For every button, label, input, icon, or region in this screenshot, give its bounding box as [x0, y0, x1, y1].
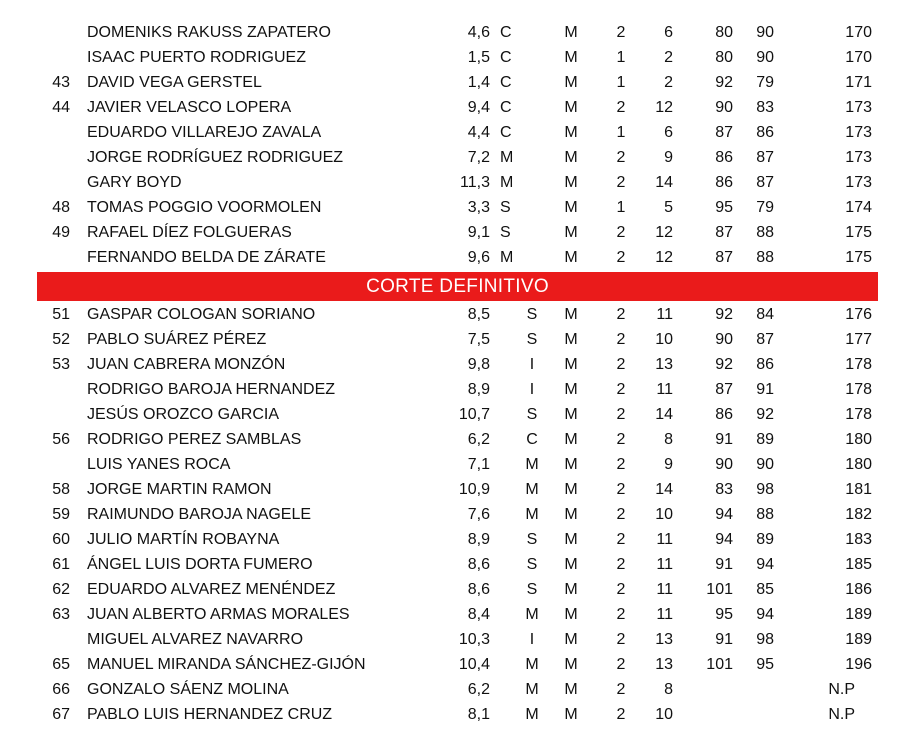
- col-a-cell: 2: [616, 356, 626, 373]
- player-name-cell: DAVID VEGA GERSTEL: [87, 74, 262, 91]
- total-score-cell: 176: [845, 306, 872, 323]
- category-cell: M: [525, 606, 539, 623]
- player-name-cell: GARY BOYD: [87, 174, 182, 191]
- table-row: [0, 502, 914, 527]
- sex-cell: M: [564, 656, 578, 673]
- category-cell: M: [525, 656, 539, 673]
- col-b-cell: 9: [664, 456, 673, 473]
- player-name-cell: FERNANDO BELDA DE ZÁRATE: [87, 249, 326, 266]
- col-b-cell: 8: [664, 681, 673, 698]
- sex-cell: M: [564, 306, 578, 323]
- position-cell: 56: [52, 431, 70, 448]
- total-score-cell: 174: [845, 199, 872, 216]
- col-b-cell: 14: [655, 406, 673, 423]
- handicap-cell: 7,1: [467, 456, 490, 473]
- handicap-cell: 8,9: [467, 381, 490, 398]
- category-cell: M: [525, 681, 539, 698]
- col-b-cell: 14: [655, 174, 673, 191]
- round2-score-cell: 95: [756, 656, 774, 673]
- col-a-cell: 2: [616, 506, 626, 523]
- col-a-cell: 2: [616, 99, 626, 116]
- table-row: [0, 627, 914, 652]
- round2-score-cell: 84: [756, 306, 774, 323]
- round1-score-cell: 90: [715, 99, 733, 116]
- player-name-cell: ÁNGEL LUIS DORTA FUMERO: [87, 556, 313, 573]
- table-row: [0, 702, 914, 727]
- col-a-cell: 2: [616, 531, 626, 548]
- round1-score-cell: 87: [715, 249, 733, 266]
- player-name-cell: ISAAC PUERTO RODRIGUEZ: [87, 49, 306, 66]
- handicap-cell: 8,1: [467, 706, 490, 723]
- player-name-cell: TOMAS POGGIO VOORMOLEN: [87, 199, 322, 216]
- round2-score-cell: 90: [756, 49, 774, 66]
- position-cell: 49: [52, 224, 70, 241]
- round1-score-cell: 80: [715, 24, 733, 41]
- col-b-cell: 8: [664, 431, 673, 448]
- round1-score-cell: 92: [715, 356, 733, 373]
- round1-score-cell: 91: [715, 631, 733, 648]
- col-a-cell: 2: [616, 681, 626, 698]
- sex-cell: M: [564, 199, 578, 216]
- col-b-cell: 12: [655, 224, 673, 241]
- total-score-cell: 170: [845, 49, 872, 66]
- sex-cell: M: [564, 124, 578, 141]
- col-b-cell: 11: [656, 581, 673, 598]
- table-row: [0, 195, 914, 220]
- sex-cell: M: [564, 224, 578, 241]
- position-cell: 62: [52, 581, 70, 598]
- category-cell: M: [500, 149, 514, 166]
- table-row: [0, 677, 914, 702]
- round2-score-cell: 86: [756, 356, 774, 373]
- cut-line-label: CORTE DEFINITIVO: [366, 276, 549, 297]
- total-score-cell: 178: [845, 406, 872, 423]
- round1-score-cell: 86: [715, 174, 733, 191]
- sex-cell: M: [564, 74, 578, 91]
- category-cell: I: [529, 356, 535, 373]
- handicap-cell: 8,5: [467, 306, 490, 323]
- player-name-cell: JULIO MARTÍN ROBAYNA: [87, 531, 280, 548]
- sex-cell: M: [564, 249, 578, 266]
- player-name-cell: JUAN ALBERTO ARMAS MORALES: [87, 606, 350, 623]
- total-score-cell: 173: [845, 124, 872, 141]
- sex-cell: M: [564, 456, 578, 473]
- col-a-cell: 1: [616, 199, 626, 216]
- player-name-cell: RODRIGO BAROJA HERNANDEZ: [87, 381, 336, 398]
- position-cell: 51: [52, 306, 70, 323]
- sex-cell: M: [564, 381, 578, 398]
- sex-cell: M: [564, 331, 578, 348]
- position-cell: 52: [52, 331, 70, 348]
- col-b-cell: 14: [655, 481, 673, 498]
- col-b-cell: 11: [656, 306, 673, 323]
- table-row: [0, 552, 914, 577]
- round1-score-cell: 86: [715, 406, 733, 423]
- total-score-cell: 185: [845, 556, 872, 573]
- col-a-cell: 1: [616, 124, 626, 141]
- round2-score-cell: 88: [756, 224, 774, 241]
- player-name-cell: JORGE MARTIN RAMON: [87, 481, 272, 498]
- player-name-cell: RODRIGO PEREZ SAMBLAS: [87, 431, 302, 448]
- category-cell: I: [529, 381, 535, 398]
- total-score-cell: 175: [845, 224, 872, 241]
- total-score-cell: 180: [845, 431, 872, 448]
- handicap-cell: 6,2: [467, 431, 490, 448]
- round2-score-cell: 79: [756, 74, 774, 91]
- round2-score-cell: 87: [756, 331, 774, 348]
- col-b-cell: 9: [664, 149, 673, 166]
- col-b-cell: 12: [655, 249, 673, 266]
- category-cell: M: [525, 506, 539, 523]
- handicap-cell: 9,6: [467, 249, 490, 266]
- category-cell: C: [500, 49, 512, 66]
- handicap-cell: 3,3: [467, 199, 490, 216]
- total-score-cell: N.P: [828, 681, 855, 698]
- round1-score-cell: 101: [706, 581, 733, 598]
- category-cell: S: [526, 331, 538, 348]
- col-a-cell: 2: [616, 406, 626, 423]
- table-row: [0, 352, 914, 377]
- sex-cell: M: [564, 556, 578, 573]
- table-row: [0, 527, 914, 552]
- round2-score-cell: 89: [756, 531, 774, 548]
- handicap-cell: 10,9: [458, 481, 490, 498]
- sex-cell: M: [564, 431, 578, 448]
- sex-cell: M: [564, 149, 578, 166]
- total-score-cell: 178: [845, 381, 872, 398]
- handicap-cell: 8,6: [467, 556, 490, 573]
- col-a-cell: 2: [616, 431, 626, 448]
- round2-score-cell: 98: [756, 631, 774, 648]
- total-score-cell: 173: [845, 174, 872, 191]
- table-row: [0, 45, 914, 70]
- round1-score-cell: 95: [715, 199, 733, 216]
- player-name-cell: LUIS YANES ROCA: [87, 456, 231, 473]
- round2-score-cell: 87: [756, 174, 774, 191]
- sex-cell: M: [564, 174, 578, 191]
- table-row: [0, 95, 914, 120]
- position-cell: 44: [52, 99, 70, 116]
- col-b-cell: 13: [655, 631, 673, 648]
- category-cell: C: [500, 24, 512, 41]
- round2-score-cell: 90: [756, 456, 774, 473]
- rows-below-cut: [0, 302, 914, 727]
- player-name-cell: GONZALO SÁENZ MOLINA: [87, 681, 289, 698]
- col-a-cell: 2: [616, 706, 626, 723]
- category-cell: S: [500, 199, 511, 216]
- table-row: [0, 70, 914, 95]
- category-cell: M: [525, 456, 539, 473]
- category-cell: M: [500, 174, 514, 191]
- category-cell: I: [529, 631, 535, 648]
- position-cell: 53: [52, 356, 70, 373]
- sex-cell: M: [564, 606, 578, 623]
- player-name-cell: JESÚS OROZCO GARCIA: [87, 406, 280, 423]
- col-b-cell: 13: [655, 656, 673, 673]
- player-name-cell: EDUARDO ALVAREZ MENÉNDEZ: [87, 581, 336, 598]
- round2-score-cell: 79: [756, 199, 774, 216]
- total-score-cell: 173: [845, 99, 872, 116]
- total-score-cell: 177: [845, 331, 872, 348]
- category-cell: S: [526, 406, 538, 423]
- category-cell: C: [500, 74, 512, 91]
- round2-score-cell: 98: [756, 481, 774, 498]
- table-row: [0, 477, 914, 502]
- col-a-cell: 1: [616, 74, 626, 91]
- handicap-cell: 11,3: [460, 174, 490, 191]
- handicap-cell: 7,2: [467, 149, 490, 166]
- col-b-cell: 10: [655, 331, 673, 348]
- player-name-cell: DOMENIKS RAKUSS ZAPATERO: [87, 24, 331, 41]
- col-a-cell: 1: [616, 49, 626, 66]
- cut-line-banner: [37, 272, 878, 301]
- table-row: [0, 602, 914, 627]
- handicap-cell: 8,6: [467, 581, 490, 598]
- category-cell: C: [500, 99, 512, 116]
- handicap-cell: 7,5: [467, 331, 490, 348]
- total-score-cell: 181: [845, 481, 872, 498]
- handicap-cell: 6,2: [467, 681, 490, 698]
- col-b-cell: 6: [664, 24, 673, 41]
- rows-above-cut: [0, 20, 914, 270]
- sex-cell: M: [564, 631, 578, 648]
- position-cell: 58: [52, 481, 70, 498]
- results-sheet: [0, 20, 914, 727]
- round1-score-cell: 90: [715, 456, 733, 473]
- total-score-cell: 189: [845, 606, 872, 623]
- player-name-cell: RAIMUNDO BAROJA NAGELE: [87, 506, 312, 523]
- round2-score-cell: 90: [756, 24, 774, 41]
- player-name-cell: RAFAEL DÍEZ FOLGUERAS: [87, 224, 292, 241]
- handicap-cell: 1,4: [467, 74, 490, 91]
- round1-score-cell: 86: [715, 149, 733, 166]
- round1-score-cell: 94: [715, 506, 733, 523]
- total-score-cell: 183: [845, 531, 872, 548]
- col-b-cell: 11: [656, 606, 673, 623]
- position-cell: 59: [52, 506, 70, 523]
- table-row: [0, 145, 914, 170]
- sex-cell: M: [564, 706, 578, 723]
- col-a-cell: 2: [616, 24, 626, 41]
- player-name-cell: PABLO LUIS HERNANDEZ CRUZ: [87, 706, 333, 723]
- handicap-cell: 10,3: [458, 631, 490, 648]
- handicap-cell: 9,1: [467, 224, 490, 241]
- round1-score-cell: 95: [715, 606, 733, 623]
- table-row: [0, 170, 914, 195]
- handicap-cell: 10,4: [458, 656, 490, 673]
- round2-score-cell: 89: [756, 431, 774, 448]
- handicap-cell: 9,4: [467, 99, 490, 116]
- position-cell: 61: [52, 556, 70, 573]
- sex-cell: M: [564, 356, 578, 373]
- position-cell: 66: [52, 681, 70, 698]
- table-row: [0, 20, 914, 45]
- player-name-cell: GASPAR COLOGAN SORIANO: [87, 306, 316, 323]
- round2-score-cell: 86: [756, 124, 774, 141]
- total-score-cell: 178: [845, 356, 872, 373]
- col-a-cell: 2: [616, 224, 626, 241]
- round1-score-cell: 92: [715, 74, 733, 91]
- category-cell: S: [526, 556, 538, 573]
- table-row: [0, 120, 914, 145]
- table-row: [0, 402, 914, 427]
- table-row: [0, 220, 914, 245]
- table-row: [0, 377, 914, 402]
- col-b-cell: 11: [656, 556, 673, 573]
- col-a-cell: 2: [616, 249, 626, 266]
- col-a-cell: 2: [616, 481, 626, 498]
- col-a-cell: 2: [616, 381, 626, 398]
- round1-score-cell: 90: [715, 331, 733, 348]
- position-cell: 43: [52, 74, 70, 91]
- sex-cell: M: [564, 506, 578, 523]
- handicap-cell: 9,8: [467, 356, 490, 373]
- category-cell: S: [526, 581, 538, 598]
- total-score-cell: 196: [845, 656, 872, 673]
- total-score-cell: 180: [845, 456, 872, 473]
- category-cell: S: [526, 531, 538, 548]
- sex-cell: M: [564, 24, 578, 41]
- sex-cell: M: [564, 99, 578, 116]
- handicap-cell: 4,4: [467, 124, 490, 141]
- category-cell: M: [525, 481, 539, 498]
- player-name-cell: JORGE RODRÍGUEZ RODRIGUEZ: [87, 149, 344, 166]
- total-score-cell: 173: [845, 149, 872, 166]
- round1-score-cell: 91: [715, 556, 733, 573]
- category-cell: C: [500, 124, 512, 141]
- handicap-cell: 7,6: [467, 506, 490, 523]
- category-cell: S: [526, 306, 538, 323]
- table-row: [0, 245, 914, 270]
- sex-cell: M: [564, 681, 578, 698]
- round2-score-cell: 92: [756, 406, 774, 423]
- handicap-cell: 4,6: [467, 24, 490, 41]
- total-score-cell: 189: [845, 631, 872, 648]
- category-cell: M: [525, 706, 539, 723]
- col-b-cell: 11: [656, 381, 673, 398]
- col-a-cell: 2: [616, 174, 626, 191]
- total-score-cell: 170: [845, 24, 872, 41]
- round2-score-cell: 88: [756, 249, 774, 266]
- table-row: [0, 302, 914, 327]
- handicap-cell: 8,4: [467, 606, 490, 623]
- round2-score-cell: 91: [756, 381, 774, 398]
- table-row: [0, 327, 914, 352]
- table-row: [0, 652, 914, 677]
- col-a-cell: 2: [616, 606, 626, 623]
- col-b-cell: 10: [655, 706, 673, 723]
- col-a-cell: 2: [616, 556, 626, 573]
- player-name-cell: JAVIER VELASCO LOPERA: [87, 99, 292, 116]
- total-score-cell: N.P: [828, 706, 855, 723]
- round1-score-cell: 80: [715, 49, 733, 66]
- col-a-cell: 2: [616, 656, 626, 673]
- round1-score-cell: 87: [715, 224, 733, 241]
- total-score-cell: 186: [845, 581, 872, 598]
- col-a-cell: 2: [616, 581, 626, 598]
- col-a-cell: 2: [616, 631, 626, 648]
- round1-score-cell: 87: [715, 381, 733, 398]
- player-name-cell: EDUARDO VILLAREJO ZAVALA: [87, 124, 322, 141]
- round1-score-cell: 87: [715, 124, 733, 141]
- position-cell: 63: [52, 606, 70, 623]
- col-b-cell: 13: [655, 356, 673, 373]
- player-name-cell: JUAN CABRERA MONZÓN: [87, 356, 286, 373]
- table-row: [0, 427, 914, 452]
- total-score-cell: 182: [845, 506, 872, 523]
- total-score-cell: 175: [845, 249, 872, 266]
- round2-score-cell: 94: [756, 556, 774, 573]
- col-b-cell: 2: [664, 74, 673, 91]
- handicap-cell: 8,9: [467, 531, 490, 548]
- round1-score-cell: 83: [715, 481, 733, 498]
- position-cell: 65: [52, 656, 70, 673]
- player-name-cell: PABLO SUÁREZ PÉREZ: [87, 331, 267, 348]
- player-name-cell: MANUEL MIRANDA SÁNCHEZ-GIJÓN: [87, 656, 366, 673]
- sex-cell: M: [564, 481, 578, 498]
- sex-cell: M: [564, 531, 578, 548]
- table-row: [0, 452, 914, 477]
- total-score-cell: 171: [845, 74, 872, 91]
- table-row: [0, 577, 914, 602]
- handicap-cell: 1,5: [467, 49, 490, 66]
- round1-score-cell: 101: [706, 656, 733, 673]
- col-b-cell: 10: [655, 506, 673, 523]
- round2-score-cell: 94: [756, 606, 774, 623]
- col-b-cell: 6: [664, 124, 673, 141]
- round2-score-cell: 88: [756, 506, 774, 523]
- player-name-cell: MIGUEL ALVAREZ NAVARRO: [87, 631, 304, 648]
- position-cell: 67: [52, 706, 70, 723]
- category-cell: M: [500, 249, 514, 266]
- handicap-cell: 10,7: [458, 406, 490, 423]
- round1-score-cell: 91: [715, 431, 733, 448]
- round1-score-cell: 92: [715, 306, 733, 323]
- col-b-cell: 5: [664, 199, 673, 216]
- col-b-cell: 11: [656, 531, 673, 548]
- round1-score-cell: 94: [715, 531, 733, 548]
- position-cell: 48: [52, 199, 70, 216]
- col-b-cell: 2: [664, 49, 673, 66]
- col-b-cell: 12: [655, 99, 673, 116]
- col-a-cell: 2: [616, 456, 626, 473]
- category-cell: S: [500, 224, 511, 241]
- round2-score-cell: 87: [756, 149, 774, 166]
- sex-cell: M: [564, 581, 578, 598]
- category-cell: C: [526, 431, 538, 448]
- sex-cell: M: [564, 49, 578, 66]
- round2-score-cell: 83: [756, 99, 774, 116]
- sex-cell: M: [564, 406, 578, 423]
- col-a-cell: 2: [616, 306, 626, 323]
- col-a-cell: 2: [616, 331, 626, 348]
- col-a-cell: 2: [616, 149, 626, 166]
- position-cell: 60: [52, 531, 70, 548]
- round2-score-cell: 85: [756, 581, 774, 598]
